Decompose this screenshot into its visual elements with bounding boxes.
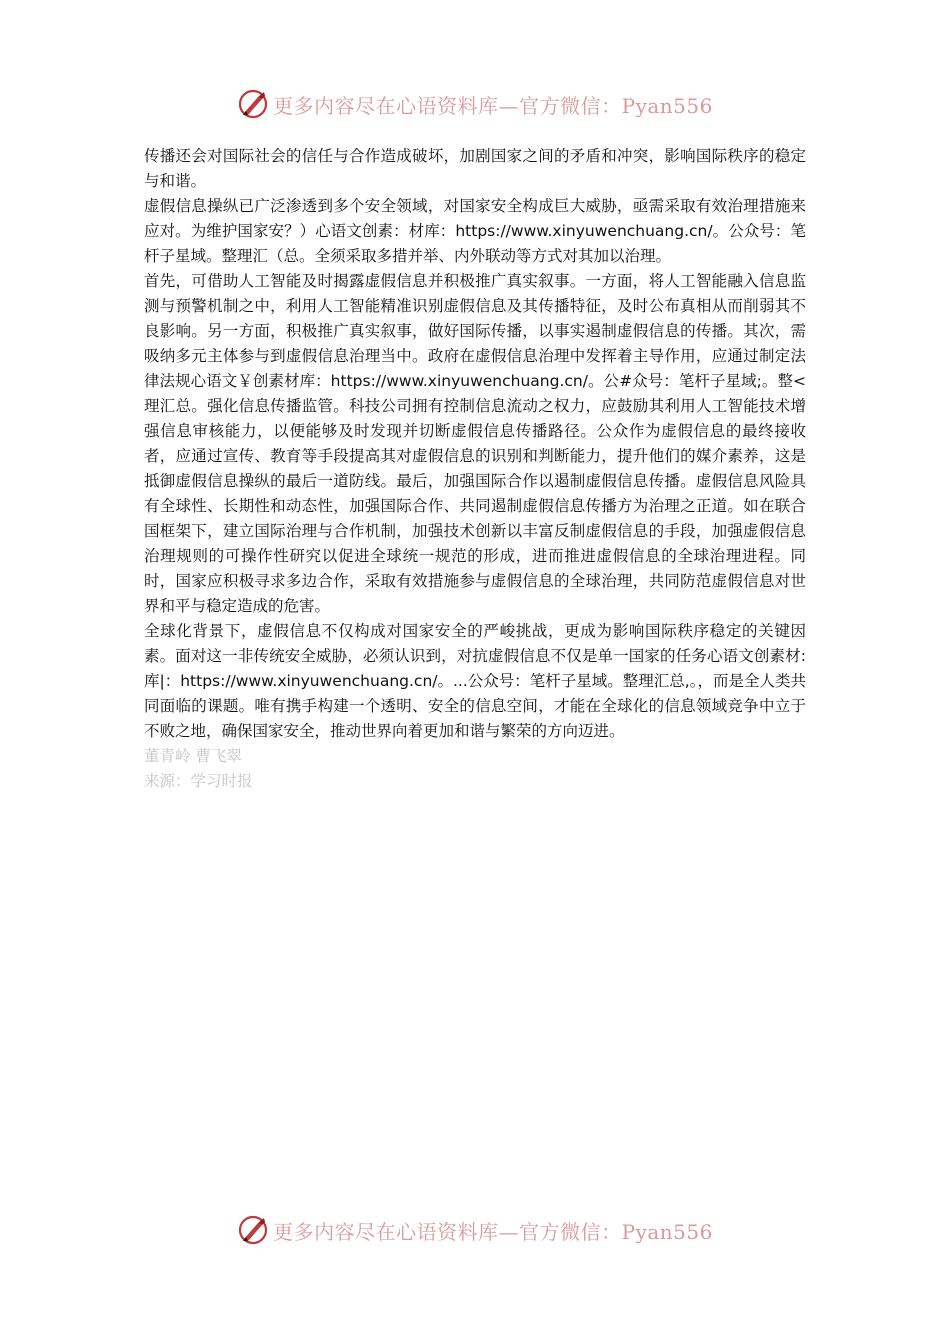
paragraph-3: 首先，可借助人工智能及时揭露虚假信息并积极推广真实叙事。一方面，将人工智能融入信息监测与预警机制之中，利用人工智能精准识别虚假信息及其传播特征，及时公布真相从而削弱其不良影响。另一方面，积极推广真实叙事，做好国际传播，以事实遏制虚假信息的传播。其次，需吸纳多元主体参与到虚假信息治理当中。政府在虚假信息治理中发挥着主导作用，应通过制定法律法规心语文￥创素材库：https://www.xinyuwenchuang.cn/。公#众号：笔杆子星域;。整<理汇总。强化信息传播监管。科技公司拥有控制信息流动之权力，应鼓励其利用人工智能技术增强信息审核能力，以便能够及时发现并切断虚假信息传播路径。公众作为虚假信息的最终接收者，应通过宣传、教育等手段提高其对虚假信息的识别和判断能力，提升他们的媒介素养，这是抵御虚假信息操纵的最后一道防线。最后，加强国际合作以遏制虚假信息传播。虚假信息风险具有全球性、长期性和动态性，加强国际合作、共同遏制虚假信息传播方为治理之正道。如在联合国框架下，建立国际治理与合作机制，加强技术创新以丰富反制虚假信息的手段，加强虚假信息治理规则的可操作性研究以促进全球统一规范的形成，进而推进虚假信息的全球治理进程。同时，国家应积极寻求多边合作，采取有效措施参与虚假信息的全球治理，共同防范虚假信息对世界和平与稳定造成的危害。 [144, 272, 806, 615]
pen-logo-icon [237, 1214, 269, 1246]
paragraph-2: 虚假信息操纵已广泛渗透到多个安全领域，对国家安全构成巨大威胁，亟需采取有效治理措施来应对。为维护国家安？）心语文创素：材库：https://www.xinyuwenchuang.cn/。公众号：笔杆子星域。整理汇（总。全须采取多措并举、内外联动等方式对其加以治理。 [144, 197, 806, 265]
article-body [144, 144, 806, 794]
footer-banner-text: 更多内容尽在心语资料库—官方微信：Pyan556 [273, 1219, 713, 1244]
footer-banner [0, 1210, 950, 1250]
paragraph-4: 全球化背景下，虚假信息不仅构成对国家安全的严峻挑战，更成为影响国际秩序稳定的关键因素。面对这一非传统安全威胁，必须认识到，对抗虚假信息不仅是单一国家的任务心语文创素材:库|：https://www.xinyuwenchuang.cn/。...公众号：笔杆子星域。整理汇总,。，而是全人类共同面临的课题。唯有携手构建一个透明、安全的信息空间，才能在全球化的信息领域竞争中立于不败之地，确保国家安全，推动世界向着更加和谐与繁荣的方向迈进。 [144, 622, 806, 740]
header-banner-text: 更多内容尽在心语资料库—官方微信：Pyan556 [273, 93, 713, 118]
pen-logo-icon [237, 88, 269, 120]
header-banner [0, 84, 950, 124]
paragraph-1: 传播还会对国际社会的信任与合作造成破坏，加剧国家之间的矛盾和冲突，影响国际秩序的稳定与和谐。 [144, 147, 806, 190]
article-authors: 董青岭 曹飞翠 [144, 747, 242, 765]
article-source: 来源：学习时报 [144, 772, 253, 790]
